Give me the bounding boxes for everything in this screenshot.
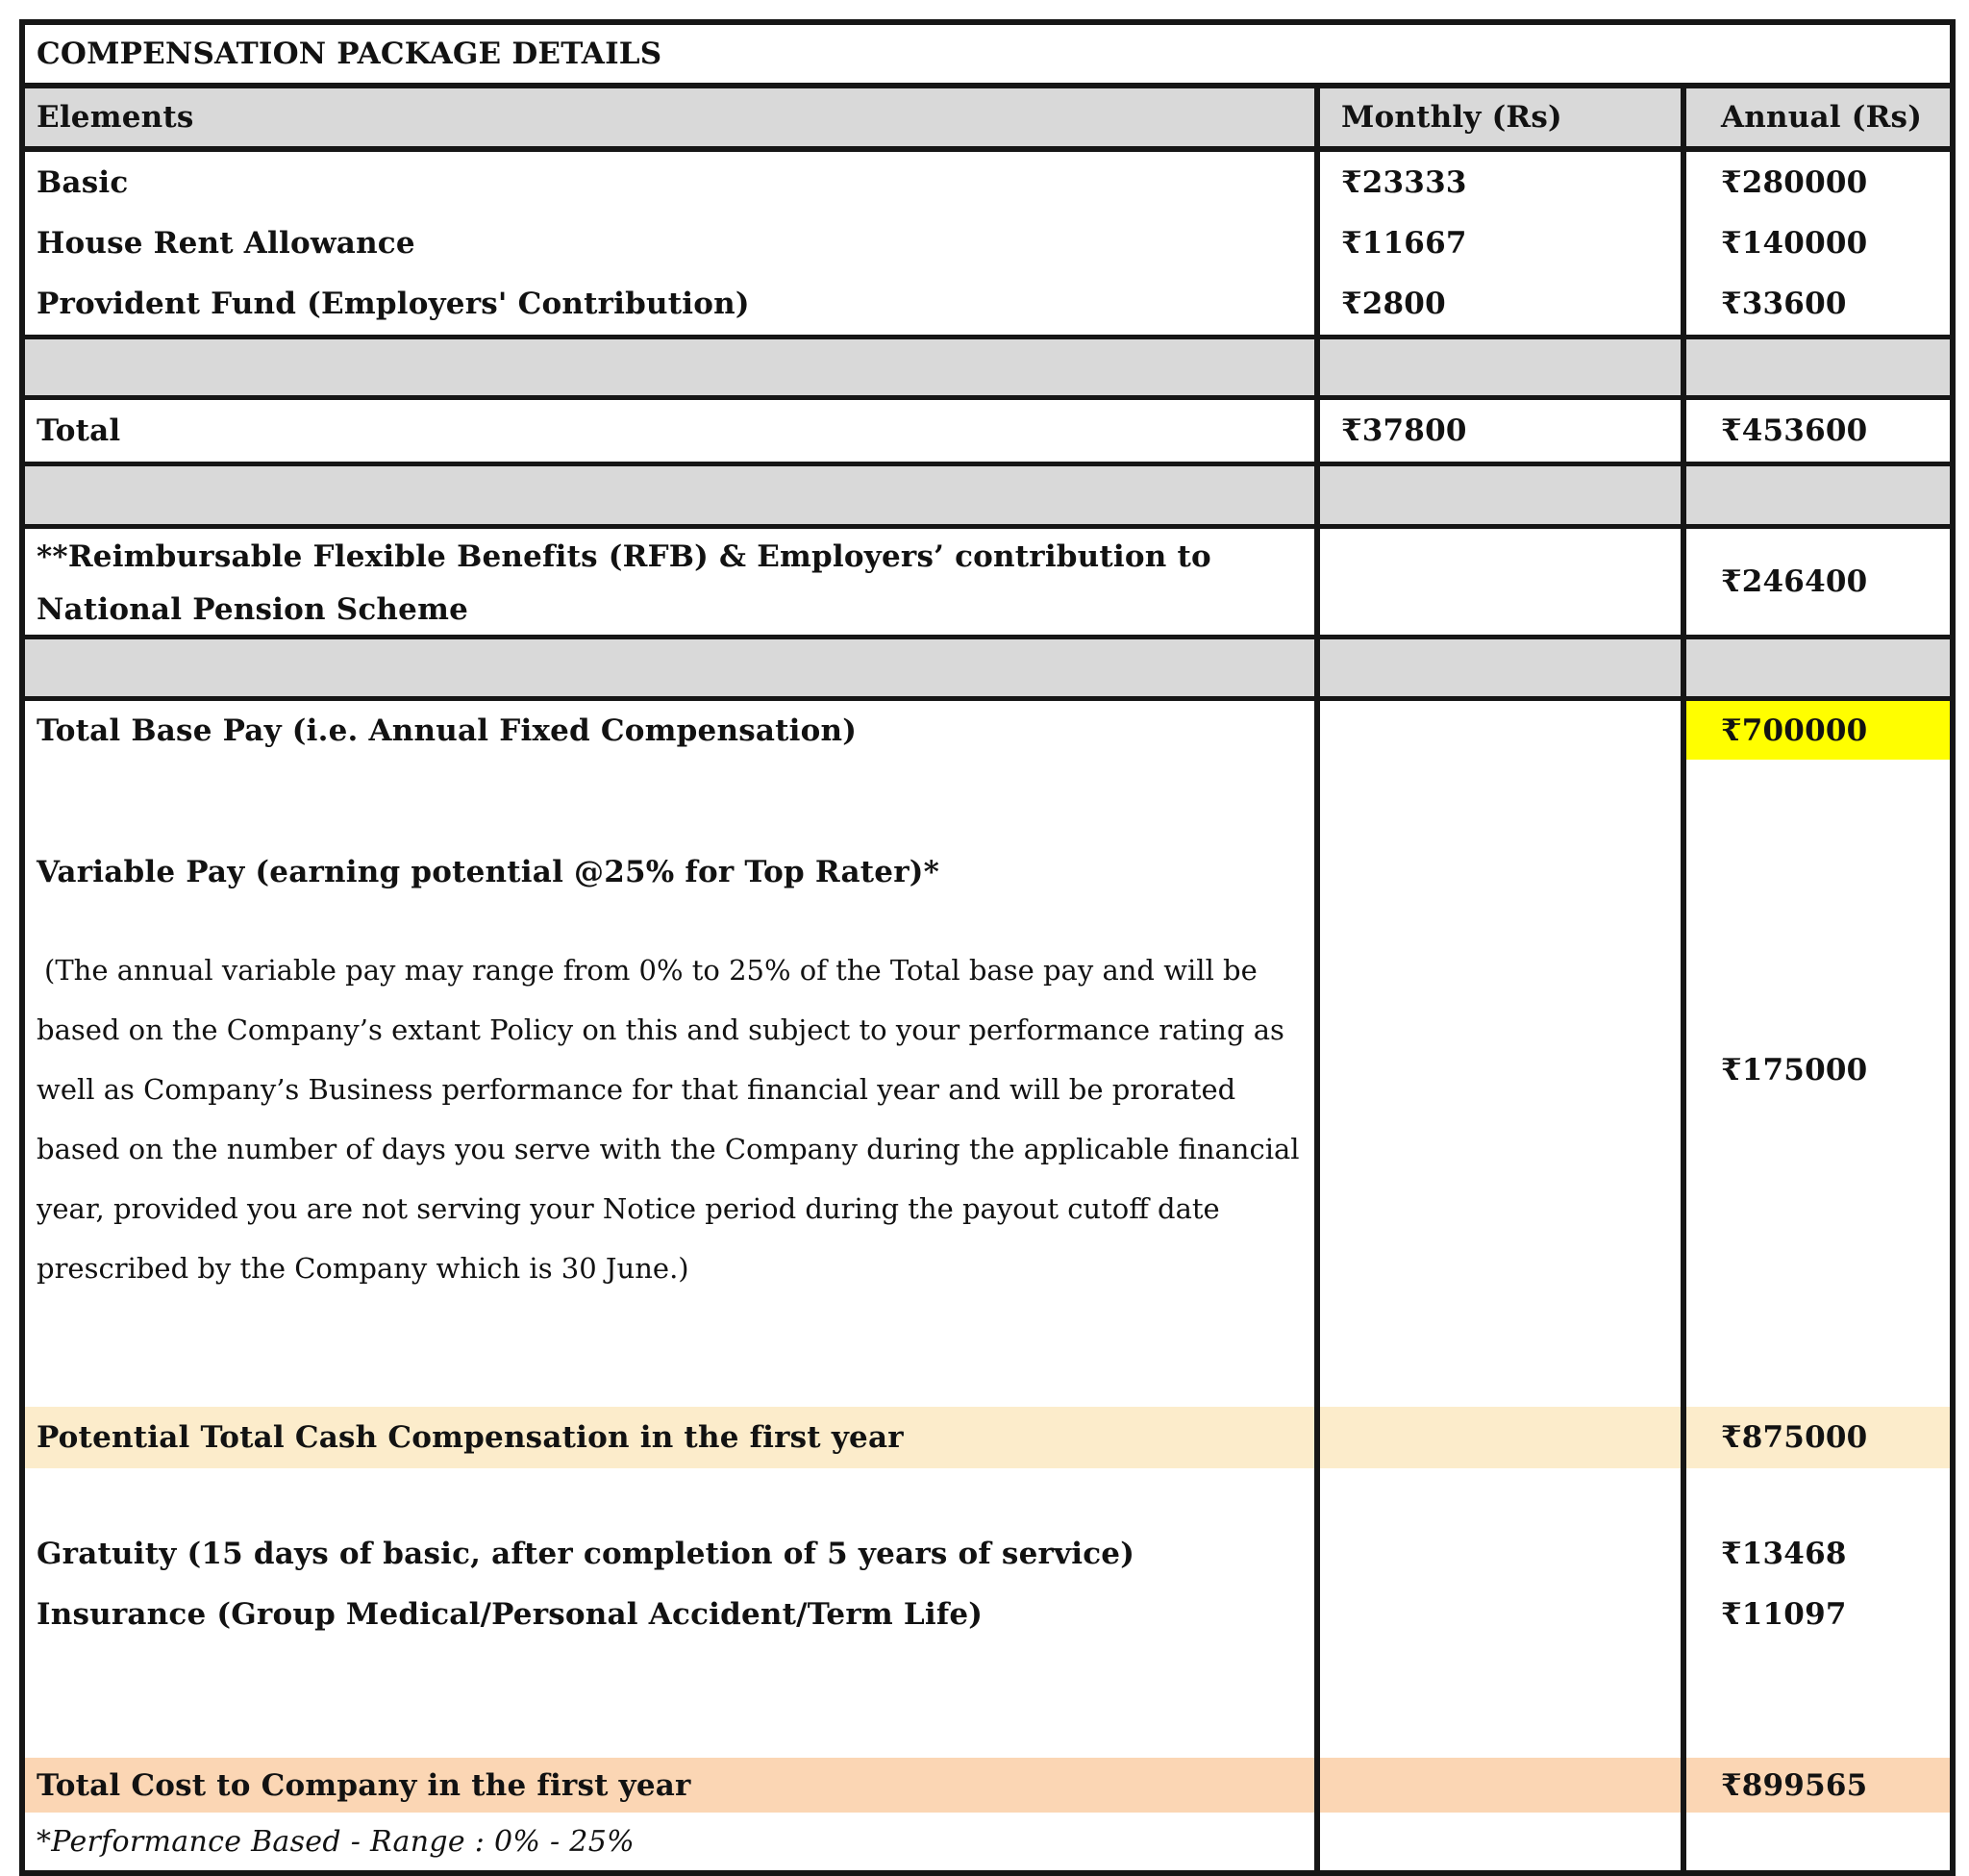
empty-cell (1320, 1644, 1681, 1758)
spacer-row (25, 1468, 1950, 1523)
annual-value: ₹140000 (1721, 225, 1868, 261)
table-title: COMPENSATION PACKAGE DETAILS (37, 37, 662, 71)
component-label: House Rent Allowance (37, 225, 415, 261)
insurance-row (25, 1584, 1950, 1644)
component-label: Basic (37, 164, 129, 200)
total-cost-label: Total Cost to Company in the first year (37, 1767, 691, 1803)
empty-cell (25, 1468, 1314, 1523)
spacer-row (25, 339, 1950, 395)
total-cost-row (25, 1758, 1950, 1813)
total-row (25, 400, 1950, 462)
footnote-row (25, 1813, 1950, 1870)
empty-cell (25, 466, 1314, 524)
spacer-row (25, 639, 1950, 696)
table-bottom-border (25, 1870, 1950, 1876)
empty-cell (25, 1644, 1314, 1758)
base-pay-block (25, 701, 1950, 1407)
potential-total-cash-label: Potential Total Cash Compensation in the first year (37, 1420, 904, 1455)
monthly-value: ₹11667 (1341, 225, 1467, 261)
empty-cell (1320, 529, 1681, 635)
total-label: Total (37, 413, 121, 448)
footnote-text: *Performance Based - Range : 0% - 25% (37, 1824, 635, 1859)
total-base-pay-label: Total Base Pay (i.e. Annual Fixed Compensation) (37, 713, 858, 748)
monthly-value: ₹23333 (1341, 164, 1467, 200)
rfb-row (25, 529, 1950, 635)
spacer-row (25, 1644, 1950, 1758)
insurance-value: ₹11097 (1721, 1596, 1847, 1632)
empty-cell (1320, 639, 1681, 696)
monthly-value: ₹2800 (1341, 286, 1446, 321)
gratuity-value: ₹13468 (1721, 1536, 1847, 1571)
total-cost-value: ₹899565 (1721, 1767, 1868, 1803)
table-title-row (25, 25, 1950, 83)
insurance-label: Insurance (Group Medical/Personal Accident/Term Life) (37, 1596, 984, 1632)
base-pay-values-cell (1686, 701, 1950, 1407)
rfb-annual-value: ₹246400 (1721, 564, 1868, 599)
annual-value: ₹33600 (1721, 286, 1847, 321)
component-annual-values (1686, 152, 1950, 335)
empty-cell (1686, 1813, 1950, 1870)
empty-cell (1320, 701, 1681, 1407)
column-header-elements: Elements (37, 100, 194, 135)
total-annual-value: ₹453600 (1721, 413, 1868, 448)
variable-pay-heading: Variable Pay (earning potential @25% for Top Rater)* (37, 854, 940, 889)
empty-cell (1686, 1468, 1950, 1523)
empty-cell (1686, 466, 1950, 524)
empty-cell (1320, 1468, 1681, 1523)
annual-value: ₹280000 (1721, 164, 1868, 200)
component-monthly-values (1320, 152, 1681, 335)
rfb-label: **Reimbursable Flexible Benefits (RFB) & Employers’ contribution to National Pension Scheme (37, 539, 1211, 627)
empty-cell (1320, 339, 1681, 395)
gratuity-label: Gratuity (15 days of basic, after completion of 5 years of service) (37, 1536, 1135, 1571)
potential-total-cash-row (25, 1407, 1950, 1468)
gratuity-row (25, 1523, 1950, 1584)
empty-cell (1686, 1644, 1950, 1758)
compensation-table (19, 19, 1956, 1876)
variable-pay-note: (The annual variable pay may range from 0% to 25% of the Total base pay and will be based on the Company’s extant Policy on this and subject to your performance rating as well as Company’s Business performance for that financial year and will be prorated based on the number of days you serve with the Company during the applicable financial year, provided you are not serving your Notice period during the payout cutoff date prescribed by the Company which is 30 June.) (37, 954, 1300, 1285)
empty-cell (1320, 1758, 1681, 1813)
base-pay-text-cell (25, 701, 1314, 1407)
total-monthly-value: ₹37800 (1341, 413, 1467, 448)
column-header-annual: Annual (Rs) (1721, 100, 1923, 135)
table-header-row (25, 88, 1950, 146)
empty-cell (25, 339, 1314, 395)
empty-cell (1320, 1523, 1681, 1584)
empty-cell (1320, 1407, 1681, 1468)
empty-cell (1686, 339, 1950, 395)
variable-pay-value: ₹175000 (1721, 1052, 1868, 1088)
component-labels (25, 152, 1314, 335)
total-base-pay-value-highlighted: ₹700000 (1686, 701, 1950, 760)
empty-cell (25, 639, 1314, 696)
column-header-monthly: Monthly (Rs) (1341, 100, 1562, 135)
spacer-row (25, 466, 1950, 524)
potential-total-cash-value: ₹875000 (1721, 1420, 1868, 1455)
empty-cell (1320, 1584, 1681, 1644)
empty-cell (1320, 466, 1681, 524)
empty-cell (1320, 1813, 1681, 1870)
salary-components-row (25, 152, 1950, 335)
empty-cell (1686, 639, 1950, 696)
component-label: Provident Fund (Employers' Contribution) (37, 286, 750, 321)
